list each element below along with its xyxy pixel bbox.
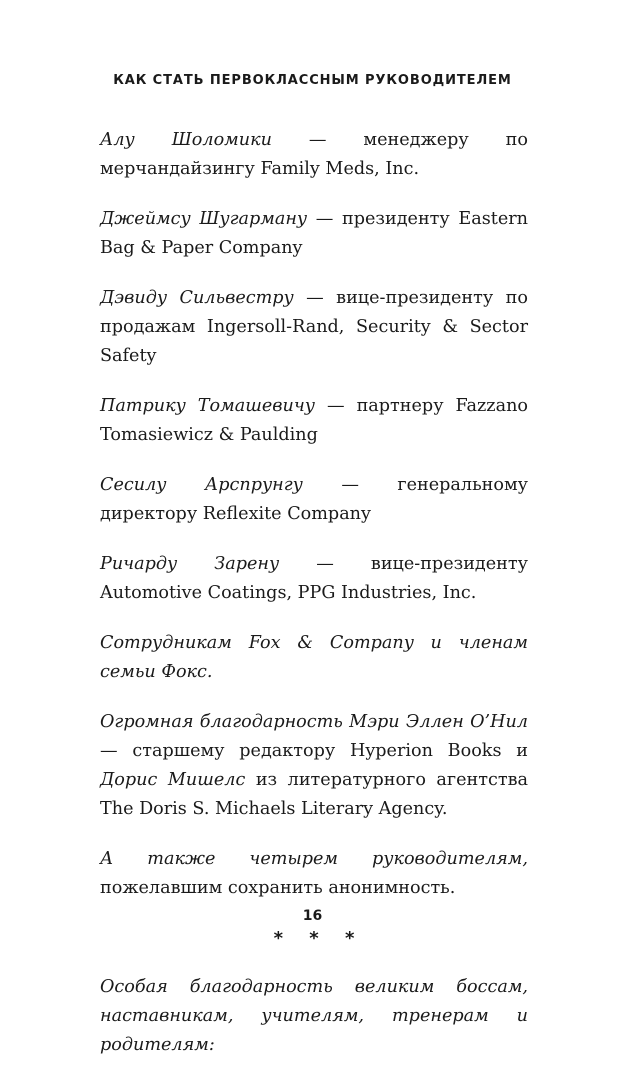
person-role: — менеджеру по мерчандайзингу Family Meds, Inc.: [100, 130, 528, 179]
agency-text: из литературного агентства The Doris S. Michaels Literary Agency.: [100, 770, 528, 819]
company-and-family: Сотрудникам Fox & Company и членам семьи Фокс.: [100, 633, 528, 682]
acknowledgement-paragraph: [100, 392, 528, 450]
acknowledgement-paragraph: [100, 284, 528, 371]
editor-role: — старшему редактору Hyperion Books и: [100, 741, 528, 761]
acknowledgement-paragraph: [100, 629, 528, 687]
section-separator: * * *: [273, 928, 365, 949]
acknowledgement-paragraph: [100, 205, 528, 263]
acknowledgement-paragraph: [100, 126, 528, 184]
person-role: — партнеру Fazzano Tomasiewicz & Paulding: [100, 396, 528, 445]
agent-name: Дорис Мишелс: [100, 770, 246, 790]
person-name: Сесилу Арспрунгу: [100, 475, 303, 495]
person-name: Джеймсу Шугарману: [100, 209, 308, 229]
acknowledgement-paragraph: [100, 550, 528, 608]
page-number: 16: [302, 908, 323, 924]
person-name: Дэвиду Сильвестру: [100, 288, 294, 308]
person-role: — вице-президенту Automotive Coatings, PPG Industries, Inc.: [100, 554, 528, 603]
person-role: — генеральному директору Reflexite Company: [100, 475, 528, 524]
closing-paragraph: [100, 973, 528, 1060]
anonymous-thanks-paragraph: [100, 845, 528, 903]
editor-thanks: Огромная благодарность Мэри Эллен О’Нил: [100, 712, 528, 732]
anonymous-lead: А также четырем руководителям,: [100, 849, 528, 869]
person-name: Алу Шоломики: [100, 130, 272, 150]
person-name: Ричарду Зарену: [100, 554, 280, 574]
person-name: Патрику Томашевичу: [100, 396, 316, 416]
person-role: — вице-президенту по продажам Ingersoll-Rand, Security & Sector Safety: [100, 288, 528, 366]
running-header: КАК СТАТЬ ПЕРВОКЛАССНЫМ РУКОВОДИТЕЛЕМ: [113, 73, 512, 88]
special-thanks-paragraph: [100, 708, 528, 824]
acknowledgements-text: [100, 126, 528, 1081]
acknowledgement-paragraph: [100, 471, 528, 529]
closing-text: Особая благодарность великим боссам, наставникам, учителям, тренерам и родителям:: [100, 977, 528, 1055]
anonymous-text: пожелавшим сохранить анонимность.: [100, 878, 456, 898]
person-role: — президенту Eastern Bag & Paper Company: [100, 209, 528, 258]
